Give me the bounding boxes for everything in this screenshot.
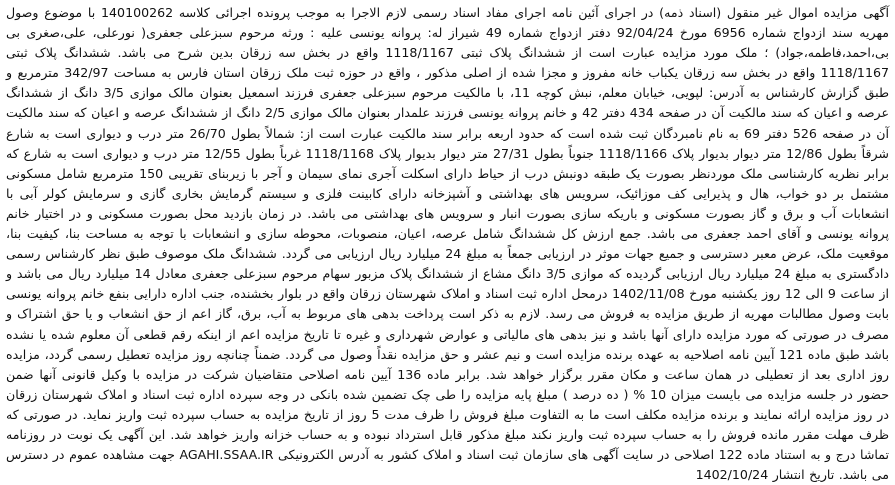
notice-page [6,3,890,483]
auction-notice-text: آگهی مزایده اموال غیر منقول (اسناد ذمه) در اجرای آئین نامه اجرای مفاد اسناد رسمی لازم الاجرا به موجب پرونده اجرائی کلاسه 140100262 با موضوع وصول مهریه سند ازدواج شماره 6956 مورخ 92/04/24 دفتر ازدواج شماره 49 شیراز له: پروانه یونسی علیه : ورثه مرحوم سبزعلی جعفری( نورعلی، علی،صغری بی بی،احمد،فاطمه،جواد) ؛ ملک مورد مزایده عبارت است از ششدانگ پلاک ثبتی 1118/1167 واقع در بخش سه زرقان بدین شرح می باشد. ششدانگ پلاک ثبتی 1118/1167 واقع در بخش سه زرقان یکباب خانه مفروز و مجزا شده از اصلی مذکور ، واقع در حوزه ثبت ملک زرقان استان فارس به مساحت 342/97 مترمربع و طبق گزارش کارشناس به آدرس: لپویی، خیابان معلم، نبش کوچه 11، با مالکیت مرحوم سبزعلی جعفری فرزند اسمعیل بعنوان مالک موازی 3/5 دانگ از ششدانگ عرصه و اعیان که سند مالکیت آن در صفحه 434 دفتر 42 و خانم پروانه یونسی فرزند علمدار بعنوان مالک موازی 2/5 دانگ از ششدانگ عرصه و اعیان که سند مالکیت آن در صفحه 526 دفتر 69 به نام نامبردگان ثبت شده است که حدود اربعه برابر سند مالکیت عبارت است از: شمالاً بطول 26/70 متر درب و دیواری است به شارع شرقاً بطول 12/86 متر دیوار بدیوار پلاک 1118/1166 جنوباً بطول 27/31 متر دیوار بدیوار پلاک 1118/1168 غرباً بطول 12/55 متر درب و دیواری است به شارع که برابر نظریه کارشناسی ملک موردنظر بصورت یک طبقه دونبش درب از حیاط دارای اسکلت آجری نمای سیمان و آجر با زیربنای تقریبی 150 مترمربع شامل مسکونی مشتمل بر دو خواب، هال و پذیرایی کف موزائیک، سرویس های بهداشتی و آشپزخانه دارای کابینت فلزی و سیستم گرمایش بخاری گازی و سرمایش کولر آبی با انشعابات آب و برق و گاز بصورت مسکونی و باریکه سازی بصورت انبار و سرویس های بهداشتی می باشد. در زمان بازدید محل بصورت مسکونی و در اختیار خانم پروانه یونسی و آقای احمد جعفری می باشد. جمع ارزش کل ششدانگ شامل عرصه، اعیان، منصوبات، محوطه سازی و انشعابات با توجه به مساحت بنا، کیفیت بنا، موقعیت ملک، عرض معبر دسترسی و جمیع جهات موثر در ارزیابی جمعاً به مبلغ 24 میلیارد ریال ارزیابی می گردد. ششدانگ ملک موصوف طبق نظر کارشناس رسمی دادگستری به مبلغ 24 میلیارد ریال ارزیابی گردیده که موازی 3/5 دانگ مشاع از ششدانگ پلاک مزبور سهام مرحوم سبزعلی جعفری معادل 14 میلیارد ریال می باشد و از ساعت 9 الی 12 روز یکشنبه مورخ 1402/11/08 درمحل اداره ثبت اسناد و املاک شهرستان زرقان واقع در بلوار بخشنده، جنب اداره دارایی بنفع خانم پروانه یونسی بابت وصول مطالبات مهریه از طریق مزایده به فروش می رسد. لازم به ذکر است پرداخت بدهی های مربوط به آب، برق، گاز اعم از حق انشعاب و یا حق اشتراک و مصرف در صورتی که مورد مزایده دارای آنها باشد و نیز بدهی های مالیاتی و عوارض شهرداری و غیره تا تاریخ مزایده اعم از اینکه رقم قطعی آن معلوم شده یا نشده باشد طبق ماده 121 آیین نامه اصلاحیه به عهده برنده مزایده است و نیم عشر و حق مزایده نقداً وصول می گردد. ضمناً چنانچه روز مزایده تعطیل رسمی گردد، مزایده روز اداری بعد از تعطیلی در همان ساعت و مکان مقرر برگزار خواهد شد. برابر ماده 136 آیین نامه اصلاحی متقاضیان شرکت در مزایده با وکیل قانونی آنها ضمن حضور در جلسه مزایده می بایست میزان 10 % ( ده درصد ) مبلغ پایه مزایده را طی چک تضمین شده بانکی در وجه سپرده اداره ثبت اسناد و املاک شهرستان زرقان در روز مزایده ارائه نمایند و برنده مزایده مکلف است ما به التفاوت مبلغ فروش را ظرف مدت 5 روز از تاریخ مزایده به حساب سپرده ثبت واریز نماید. در صورتی که ظرف مهلت مقرر مانده فروش را به حساب سپرده ثبت واریز نکند مبلغ مذکور قابل استرداد نبوده و به حساب خزانه واریز خواهد شد. این آگهی یک نوبت در روزنامه تماشا درج و به استناد ماده 122 اصلاحی در سایت آگهی های سازمان ثبت اسناد و املاک کشور به آدرس الکترونیکی AGAHI.SSAA.IR جهت مشاهده عموم در دسترس می باشد. تاریخ انتشار 1402/10/24 [6,5,890,483]
